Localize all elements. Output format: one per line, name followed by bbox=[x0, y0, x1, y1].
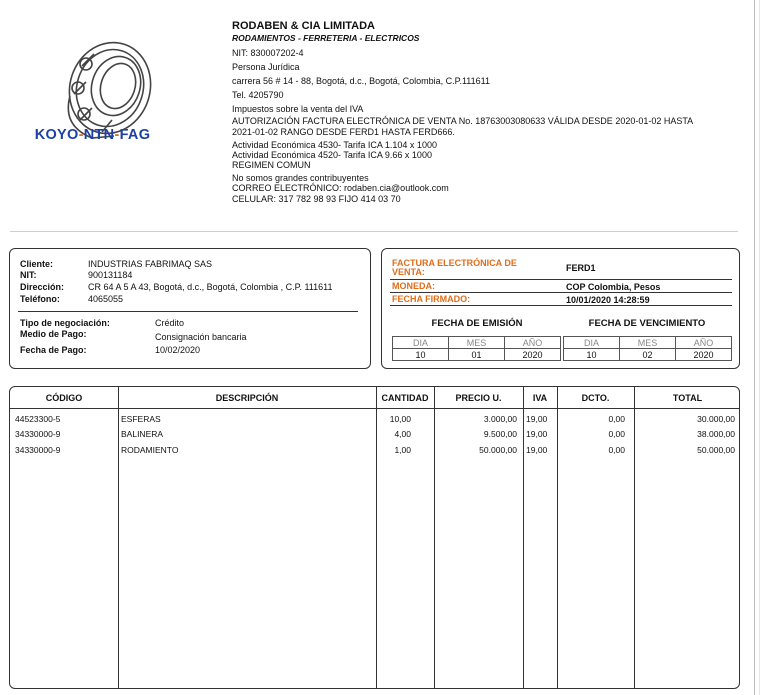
row3-price: 50.000,00 bbox=[479, 445, 517, 455]
row2-description: BALINERA bbox=[121, 429, 164, 439]
emission-day-header: DIA bbox=[393, 337, 449, 349]
row1-description: ESFERAS bbox=[121, 414, 161, 424]
due-year: 2020 bbox=[676, 349, 732, 361]
company-tel: Tel. 4205790 bbox=[232, 90, 284, 100]
not-large-contributor: No somos grandes contribuyentes bbox=[232, 173, 369, 183]
brand-koyo: KOYO bbox=[34, 127, 79, 143]
client-phone: 4065055 bbox=[88, 294, 124, 304]
header-code: CÓDIGO bbox=[45, 393, 83, 403]
company-tagline: RODAMIENTOS - FERRETERIA - ELECTRICOS bbox=[232, 33, 420, 43]
header-rule bbox=[10, 408, 740, 409]
company-email: CORREO ELECTRÓNICO: rodaben.cia@outlook.com bbox=[232, 183, 449, 193]
row1-price: 3.000,00 bbox=[483, 414, 517, 424]
brand-ntn: NTN bbox=[83, 127, 115, 143]
header-description: DESCRIPCIÓN bbox=[215, 393, 279, 403]
emission-year-header: AÑO bbox=[505, 337, 561, 349]
invoice-rule-3 bbox=[390, 305, 732, 306]
items-table bbox=[9, 386, 740, 689]
client-address-label: Dirección: bbox=[20, 282, 65, 292]
row2-total: 38.000,00 bbox=[697, 429, 735, 439]
row1-total: 30.000,00 bbox=[697, 414, 735, 424]
company-persona: Persona Jurídica bbox=[232, 62, 300, 72]
invoice-rule-1 bbox=[390, 279, 732, 280]
invoice-section bbox=[381, 248, 740, 369]
company-nit: NIT: 830007202-4 bbox=[232, 48, 304, 58]
client-section bbox=[9, 248, 371, 369]
currency-label: MONEDA: bbox=[392, 281, 435, 291]
company-info bbox=[232, 20, 742, 206]
client-nit: 900131184 bbox=[88, 270, 133, 280]
regime: REGIMEN COMUN bbox=[232, 160, 311, 170]
emission-month: 01 bbox=[449, 349, 505, 361]
company-tax: Impuestos sobre la venta del IVA bbox=[232, 104, 364, 114]
currency-value: COP Colombia, Pesos bbox=[566, 282, 661, 292]
payment-method-label: Medio de Pago: bbox=[20, 329, 87, 339]
company-logo bbox=[28, 36, 178, 186]
company-phones: CELULAR: 317 782 98 93 FIJO 414 03 70 bbox=[232, 194, 401, 204]
header-price: PRECIO U. bbox=[455, 393, 502, 403]
row3-code: 34330000-9 bbox=[15, 445, 61, 455]
due-year-header: AÑO bbox=[676, 337, 732, 349]
due-month-header: MES bbox=[620, 337, 676, 349]
header-dcto: DCTO. bbox=[581, 393, 610, 403]
col-divider bbox=[118, 387, 119, 689]
row1-qty: 10,00 bbox=[389, 414, 411, 424]
header-iva: IVA bbox=[532, 393, 548, 403]
row1-code: 44523300-5 bbox=[15, 414, 61, 424]
invoice-number-label bbox=[392, 259, 517, 277]
client-divider bbox=[18, 311, 358, 312]
company-name: RODABEN & CIA LIMITADA bbox=[232, 20, 375, 32]
row2-qty: 4,00 bbox=[394, 429, 411, 439]
due-date-title: FECHA DE VENCIMIENTO bbox=[588, 318, 706, 329]
header-qty: CANTIDAD bbox=[381, 393, 429, 403]
payment-date-value: 10/02/2020 bbox=[155, 345, 201, 355]
authorization-line-2: 2021-01-02 RANGO DESDE FERD1 HASTA FERD666. bbox=[232, 127, 455, 137]
row3-total: 50.000,00 bbox=[697, 445, 735, 455]
due-month: 02 bbox=[620, 349, 676, 361]
row2-code: 34330000-9 bbox=[15, 429, 61, 439]
brand-fag: FAG bbox=[119, 127, 151, 143]
due-date-table bbox=[563, 336, 732, 361]
client-name: INDUSTRIAS FABRIMAQ SAS bbox=[88, 259, 213, 269]
authorization-line-1: AUTORIZACIÓN FACTURA ELECTRÓNICA DE VENTA No. 18763003080633 VÁLIDA DESDE 2020-01-02 HASTA bbox=[232, 116, 694, 126]
col-divider bbox=[523, 387, 524, 689]
client-address: CR 64 A 5 A 43, Bogotá, d.c., Bogotá, Colombia , C.P. 111611 bbox=[88, 282, 333, 292]
client-phone-label: Teléfono: bbox=[20, 294, 60, 304]
brand-dash-2: - bbox=[114, 127, 120, 143]
brand-dash-1: - bbox=[78, 127, 84, 143]
header-separator bbox=[10, 231, 738, 232]
negotiation-label: Tipo de negociación: bbox=[20, 318, 110, 328]
row3-qty: 1,00 bbox=[394, 445, 411, 455]
negotiation-value: Crédito bbox=[155, 318, 185, 328]
due-day-header: DIA bbox=[564, 337, 620, 349]
client-name-label: Cliente: bbox=[20, 259, 54, 269]
due-day: 10 bbox=[564, 349, 620, 361]
invoice-number-label-2: VENTA: bbox=[392, 267, 425, 277]
row3-iva: 19,00 bbox=[526, 445, 548, 455]
signed-date-label: FECHA FIRMADO: bbox=[392, 294, 471, 304]
row2-price: 9.500,00 bbox=[483, 429, 517, 439]
row2-iva: 19,00 bbox=[526, 429, 548, 439]
emission-day: 10 bbox=[393, 349, 449, 361]
page-edge bbox=[754, 0, 755, 695]
page-edge-shadow bbox=[759, 0, 760, 695]
company-address: carrera 56 # 14 - 88, Bogotá, d.c., Bogotá, Colombia, C.P.111611 bbox=[232, 76, 490, 86]
payment-method-value: Consignación bancaria bbox=[155, 332, 247, 342]
header-total: TOTAL bbox=[672, 393, 703, 403]
brand-logo-text bbox=[10, 127, 175, 143]
payment-date-label: Fecha de Pago: bbox=[20, 345, 87, 355]
row2-dcto: 0,00 bbox=[608, 429, 625, 439]
emission-year: 2020 bbox=[505, 349, 561, 361]
emission-month-header: MES bbox=[449, 337, 505, 349]
row1-dcto: 0,00 bbox=[608, 414, 625, 424]
activity-line-1: Actividad Económica 4530- Tarifa ICA 1.104 x 1000 bbox=[232, 140, 437, 150]
client-nit-label: NIT: bbox=[20, 270, 37, 280]
row3-description: RODAMIENTO bbox=[121, 445, 179, 455]
signed-date-value: 10/01/2020 14:28:59 bbox=[566, 295, 650, 305]
row3-dcto: 0,00 bbox=[608, 445, 625, 455]
activity-line-2: Actividad Económica 4520- Tarifa ICA 9.66 x 1000 bbox=[232, 150, 432, 160]
emission-date-title: FECHA DE EMISIÓN bbox=[431, 318, 523, 329]
emission-date-table bbox=[392, 336, 561, 361]
row1-iva: 19,00 bbox=[526, 414, 548, 424]
invoice-number: FERD1 bbox=[566, 263, 596, 273]
invoice-rule-2 bbox=[390, 292, 732, 293]
invoice-number-label-1: FACTURA ELECTRÓNICA DE bbox=[392, 258, 517, 268]
